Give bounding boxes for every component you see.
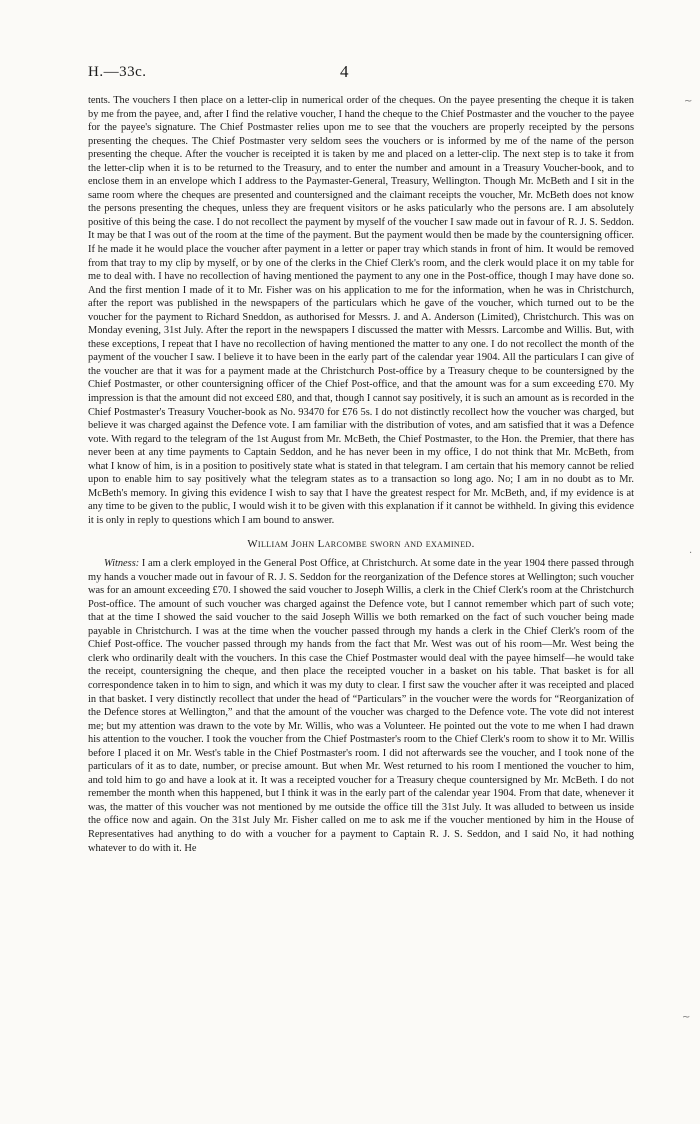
evidence-paragraph: tents. The vouchers I then place on a letter-clip in numerical order of the cheques. On the payee presenting the cheque it is taken by me from the payee, and, after I find the relative voucher, I hand the cheque to the Chief Postmaster and the voucher to the payee for the payee's signature. The Chief Postmaster relies upon me to see that the vouchers are properly receipted by the persons presenting the cheques. The Chief Postmaster very seldom sees the vouchers or is informed by me of the name of the person presenting the cheque. After the voucher is receipted it is taken by me and placed on a letter-clip. The next step is to take it from the letter-clip when it is to be returned to the Treasury, and to enter the number and amount in a Treasury Voucher-book, and to enclose them in an envelope which I address to the Paymaster-General, Treasury, Wellington. Though Mr. McBeth and I sit in the same room where the cheques are presented and countersigned and the claimant receipts the voucher, Mr. McBeth does not know the persons presenting the cheques, unless they are frequent visitors or he asks paticularly who the persons are. I am absolutely positive of this being the case. I do not recollect the payment by myself of the voucher I saw made out in favour of R. J. S. Seddon. It may be that I was out of the room at the time of the payment. But the payment would then be made by the countersigning officer. If he made it he would place the voucher after payment in a letter or paper tray which stands in front of him. It would be removed from that tray to my clip by myself, or by one of the clerks in the Chief Clerk's room, and the clerk would place it on my table for me to deal with. I have no recollection of having mentioned the payment to any one in the Post-office, though I may have done so. And the first mention I made of it to Mr. Fisher was on his application to me for the information, when he was in Christchurch, after the report was published in the newspapers of the particulars which he gave of the voucher, which turned out to be the voucher for the payment to Richard Sneddon, as authorised for Messrs. J. and A. Anderson (Limited), Christchurch. This was on Monday evening, 31st July. After the report in the newspapers I discussed the matter with Messrs. Larcombe and Willis. But, with these exceptions, I repeat that I have no recollection of having mentioned the matter to any one. I do not recollect the month of the payment of the voucher I saw. I believe it to have been in the early part of the calendar year 1904. All the particulars I can give of the voucher are that it was for a payment made at the Christchurch Post-office by a Treasury cheque to be countersigned by the Chief Postmaster, or other countersigning officer of the Chief Post-office, and that the amount was for a sum exceeding £70. My impression is that the amount did not exceed £80, and that, though I cannot say positively, it is such an amount as is recorded in the Chief Postmaster's Treasury Voucher-book as No. 93470 for £76 5s. I do not distinctly recollect how the voucher was charged, but believe it was charged against the Defence vote. I am familiar with the distribution of votes, and am satisfied that it was a Defence vote. With regard to the telegram of the 1st August from Mr. McBeth, the Chief Postmaster, to the Hon. the Premier, that there has never been at any time payments to Captain Seddon, and he has never been in my office, I do not think that Mr. McBeth, from what I know of him, is in a position to positively state what is stated in that telegram. I am certain that his memory cannot be relied upon to enable him to say positively what the telegram states as to a transaction so long ago. No; I am in no doubt as to Mr. McBeth's memory. In giving this evidence I wish to say that I have the greatest respect for Mr. McBeth, and, if my evidence is at any time to be given to the public, I would wish it to be given with this explanation if it cannot be withheld. In giving this evidence it is only in reply to questions which I am bound to answer. [88,95,634,526]
witness-heading: William John Larcombe sworn and examined. [247,537,475,550]
document-reference: H.—33c. [88,64,147,80]
witness-paragraph [88,557,634,855]
margin-mark: · [689,548,693,559]
witness-label: Witness: [104,558,140,570]
margin-mark: ~ [684,96,693,107]
page-number: 4 [340,62,349,81]
document-body [88,94,634,855]
witness-testimony: I am a clerk employed in the General Post Office, at Christchurch. At some date in the year 1904 there passed through my hands a voucher made out in favour of R. J. S. Seddon for the reorganization of the Defence stores at Wellington; such voucher was for an amount exceeding £70. I showed the said voucher to Joseph Willis, a clerk in the Chief Clerk's room at the Christchurch Post-office. The amount of such voucher was charged against the Defence vote, but I cannot remember which part of such vote; that at the time I showed the said voucher to the said Joseph Willis we both remarked on the fact of such voucher being made payable in Christchurch. I was at the time when the voucher passed through my hands a clerk in the Chief Clerk's room of the Chief Post-office. The voucher passed through my hands from the fact that Mr. West was out of his room—Mr. West being the clerk who ordinarily dealt with the vouchers. In this case the Chief Postmaster would deal with the payee himself—he would take the receipt, countersigning the cheque, and then place the receipted voucher in a basket on his table. That basket is for all correspondence taken in to him to sign, and which it was my duty to clear. I first saw the voucher after it was receipted and placed in that basket. I very distinctly recollect that under the head of “Particulars” in the voucher were the words for “Reorganization of the Defence stores at Wellington,” and that the amount of the voucher was charged to the Defence vote. The vote did not interest me; but my attention was drawn to the vote by Mr. Willis, who was a Volunteer. He pointed out the vote to me when I had drawn his attention to the voucher. I took the voucher from the Chief Postmaster's room to the Chief Clerk's room to show it to Mr. Willis before I placed it on Mr. West's table in the Chief Postmaster's room. I did not afterwards see the voucher, and I took none of the particulars of it as to date, number, or precise amount. But when Mr. West returned to his room I mentioned the voucher to him, and told him to go and have a look at it. It was a receipted voucher for a Treasury cheque countersigned by Mr. McBeth. I do not remember the month when this happened, but I think it was in the early part of the calendar year 1904. From that date, whenever it was, the matter of this voucher was not mentioned by me outside the office till the 31st July. It was alluded to between us inside the office now and again. On the 31st July Mr. Fisher called on me to ask me if the voucher mentioned by him in the House of Representatives had anything to do with a voucher for a payment to Captain R. J. S. Seddon, and I said No, it had nothing whatever to do with it. He [88,558,634,854]
margin-mark: ~ [682,1012,691,1023]
